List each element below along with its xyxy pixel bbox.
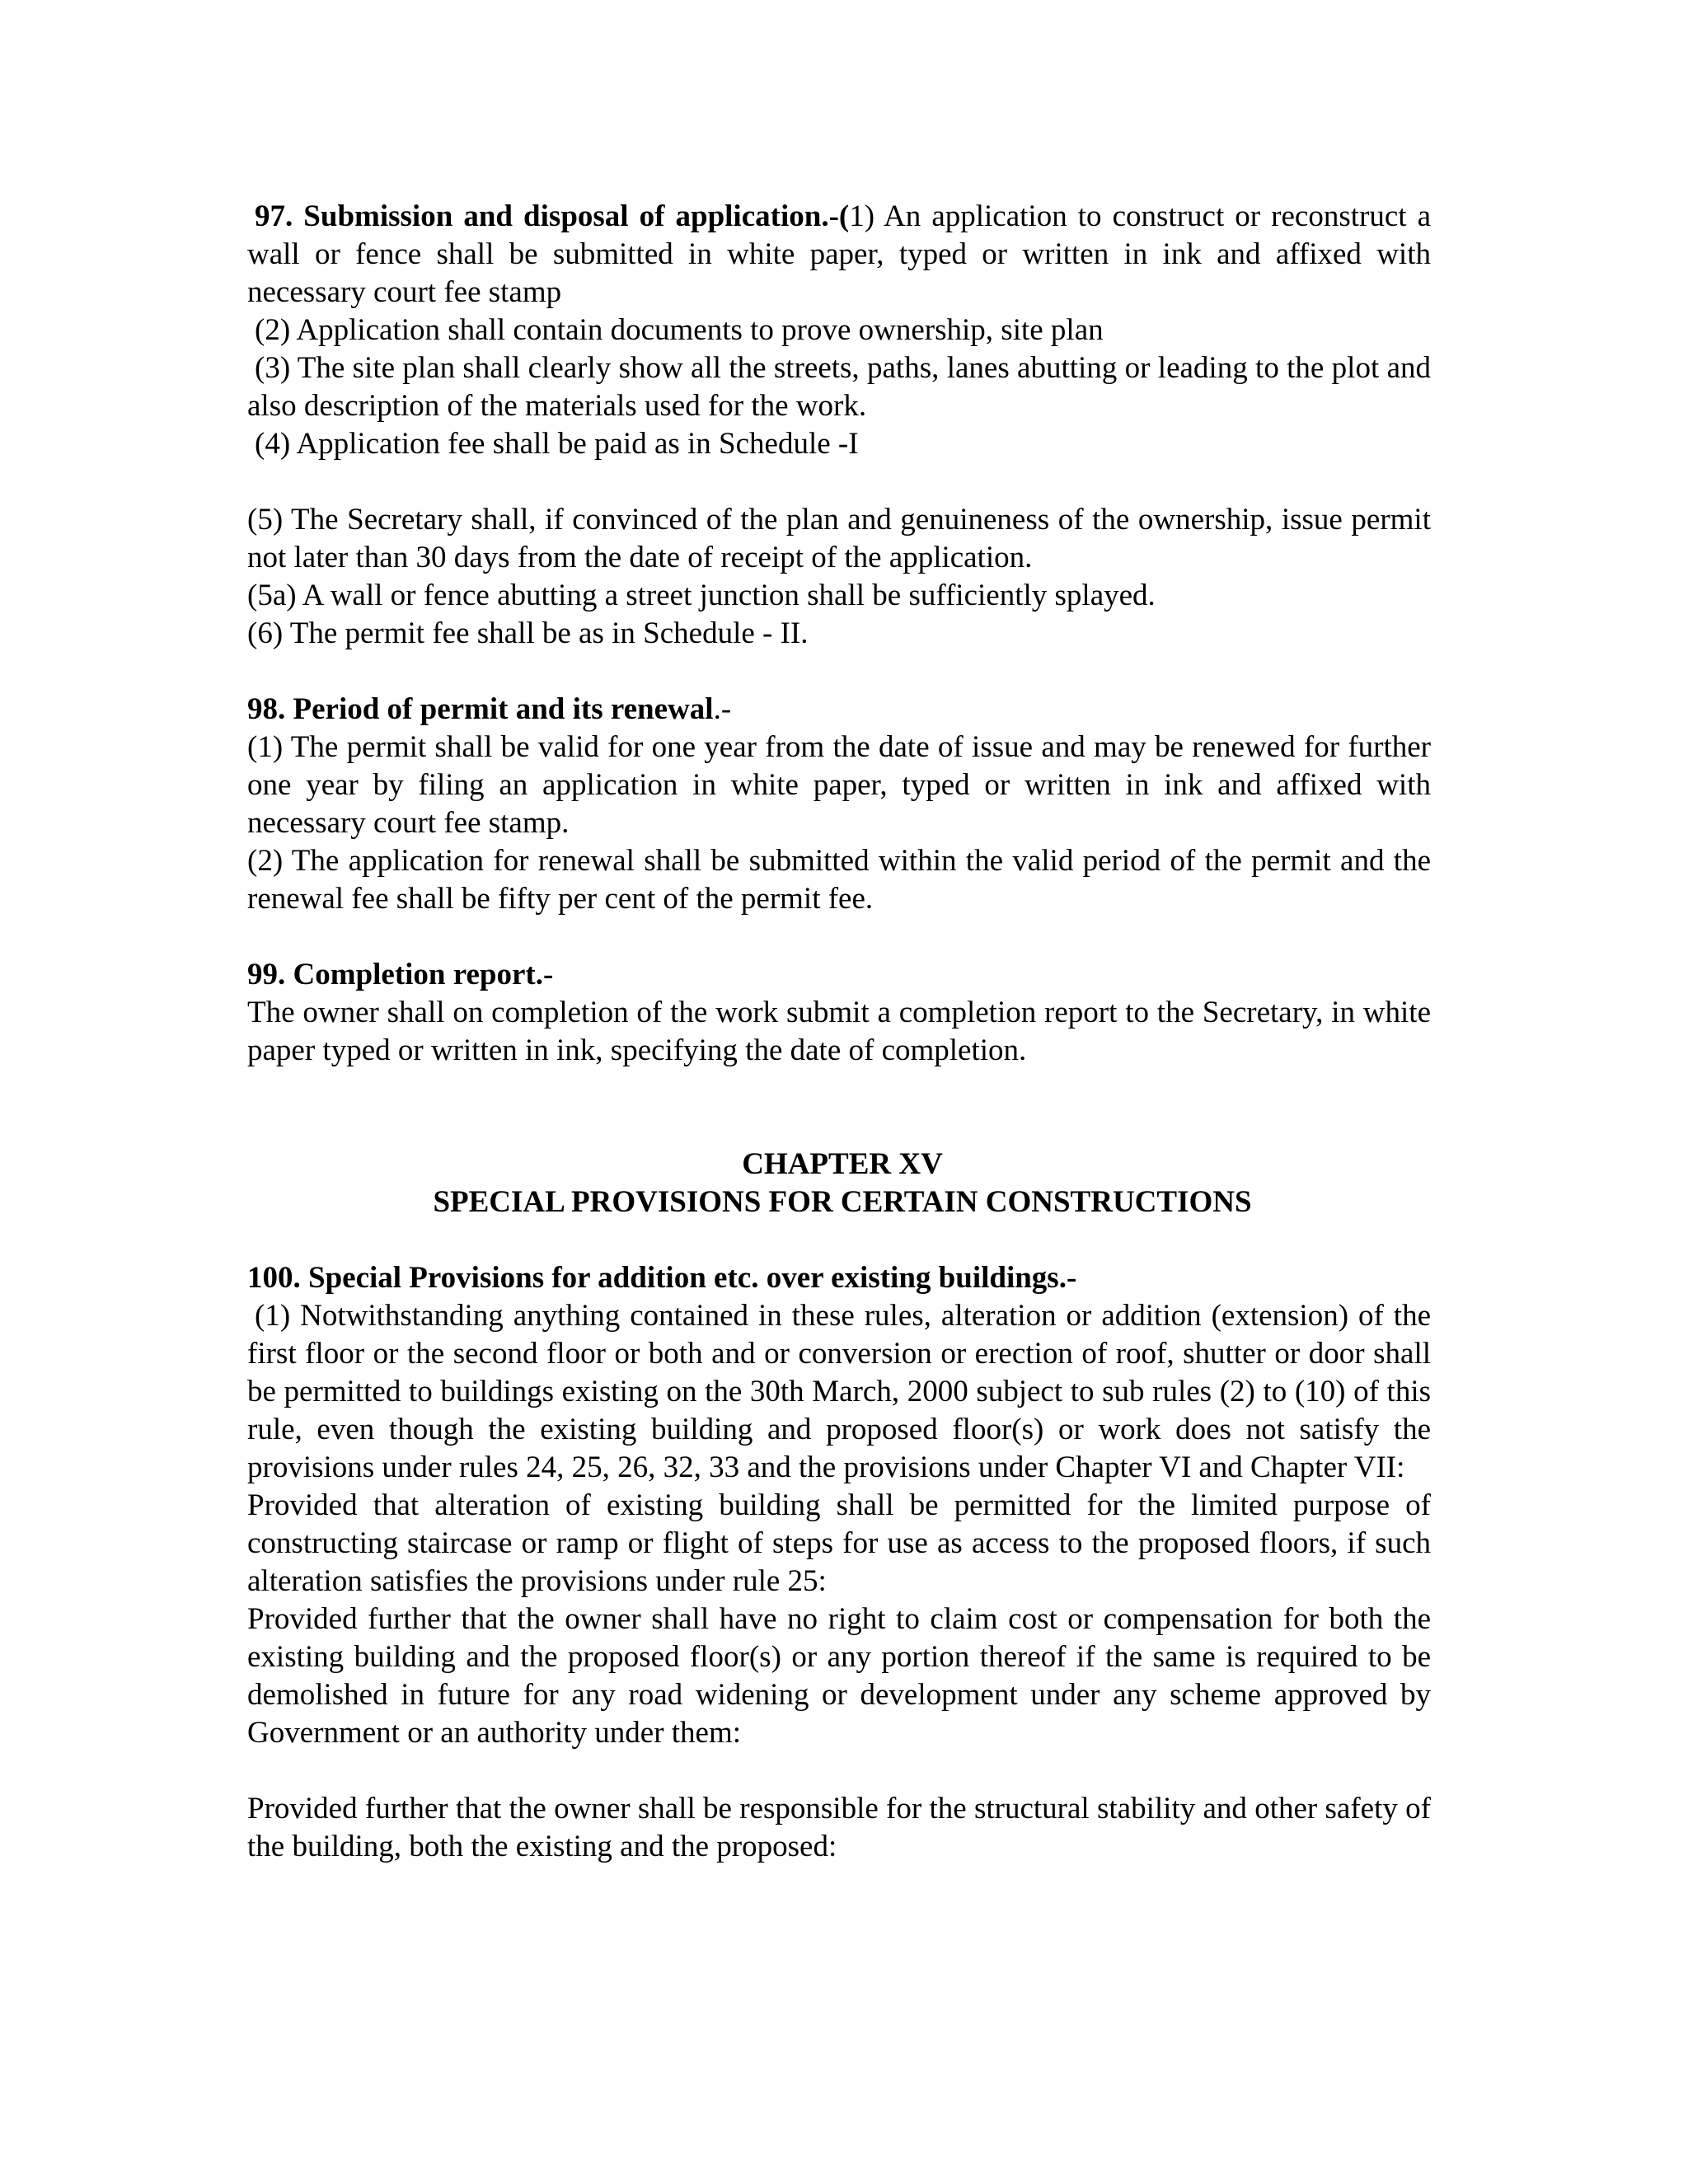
rule-100-proviso-1: Provided that alteration of existing building shall be permitted for the limited purpose of constructing staircase or ramp or flight of steps for use as access to the proposed floors, if such alteration satisfies the provisions under rule 25: [247, 1488, 1431, 1598]
rule-100-proviso-3: Provided further that the owner shall be responsible for the structural stability and other safety of the building, both the existing and the proposed: [247, 1792, 1431, 1863]
chapter-number: CHAPTER XV [742, 1147, 943, 1181]
rule-97-heading: 97. Submission and disposal of application.-( [255, 199, 850, 233]
rule-99-heading: 99. Completion report.- [247, 958, 554, 991]
rule-97-para-2: (2) Application shall contain documents to prove ownership, site plan [255, 313, 1104, 347]
rule-98-heading: 98. Period of permit and its renewal [247, 692, 714, 726]
rule-97-para-4: (4) Application fee shall be paid as in Schedule -I [255, 427, 859, 461]
rule-98-para-1: (1) The permit shall be valid for one year from the date of issue and may be renewed for further one year by filing an application in white paper, typed or written in ink and affixed with necessary court fee stamp. [247, 730, 1431, 840]
rule-98-para-2: (2) The application for renewal shall be submitted within the valid period of the permit and the renewal fee shall be fifty per cent of the permit fee. [247, 844, 1431, 916]
rule-97-para-1-text: 1) An application to construct or reconstruct a wall or fence shall be submitted in white paper, typed or written in ink and affixed with necessary court fee stamp [247, 199, 1432, 309]
rule-98-heading-line [247, 691, 1431, 729]
rule-99-para-1: The owner shall on completion of the work submit a completion report to the Secretary, in white paper typed or written in ink, specifying the date of completion. [247, 996, 1431, 1067]
document-page [247, 198, 1431, 1866]
rule-100-proviso-2: Provided further that the owner shall have no right to claim cost or compensation for both the existing building and the proposed floor(s) or any portion thereof if the same is required to be demolished in future for any road widening or development under any scheme approved by Government or an authority under them: [247, 1602, 1431, 1750]
chapter-title: SPECIAL PROVISIONS FOR CERTAIN CONSTRUCTIONS [433, 1185, 1252, 1219]
rule-98-heading-tail: .- [713, 692, 732, 726]
rule-100-heading: 100. Special Provisions for addition etc. over existing buildings.- [247, 1261, 1077, 1295]
rule-97-para-3: (3) The site plan shall clearly show all the streets, paths, lanes abutting or leading to the plot and also description of the materials used for the work. [247, 351, 1431, 423]
rule-97-para-6: (6) The permit fee shall be as in Schedule - II. [247, 616, 809, 650]
rule-100-para-1: (1) Notwithstanding anything contained in these rules, alteration or addition (extension) of the first floor or the second floor or both and or conversion or erection of roof, shutter or door shall be permitted to buildings existing on the 30th March, 2000 subject to sub rules (2) to (10) of this rule, even though the existing building and proposed floor(s) or work does not satisfy the provisions under rules 24, 25, 26, 32, 33 and the provisions under Chapter VI and Chapter VII: [247, 1299, 1431, 1484]
rule-97-para-1 [247, 198, 1431, 312]
rule-97-para-5: (5) The Secretary shall, if convinced of the plan and genuineness of the ownership, issue permit not later than 30 days from the date of receipt of the application. [247, 503, 1431, 574]
rule-97-para-5a: (5a) A wall or fence abutting a street junction shall be sufficiently splayed. [247, 579, 1156, 612]
